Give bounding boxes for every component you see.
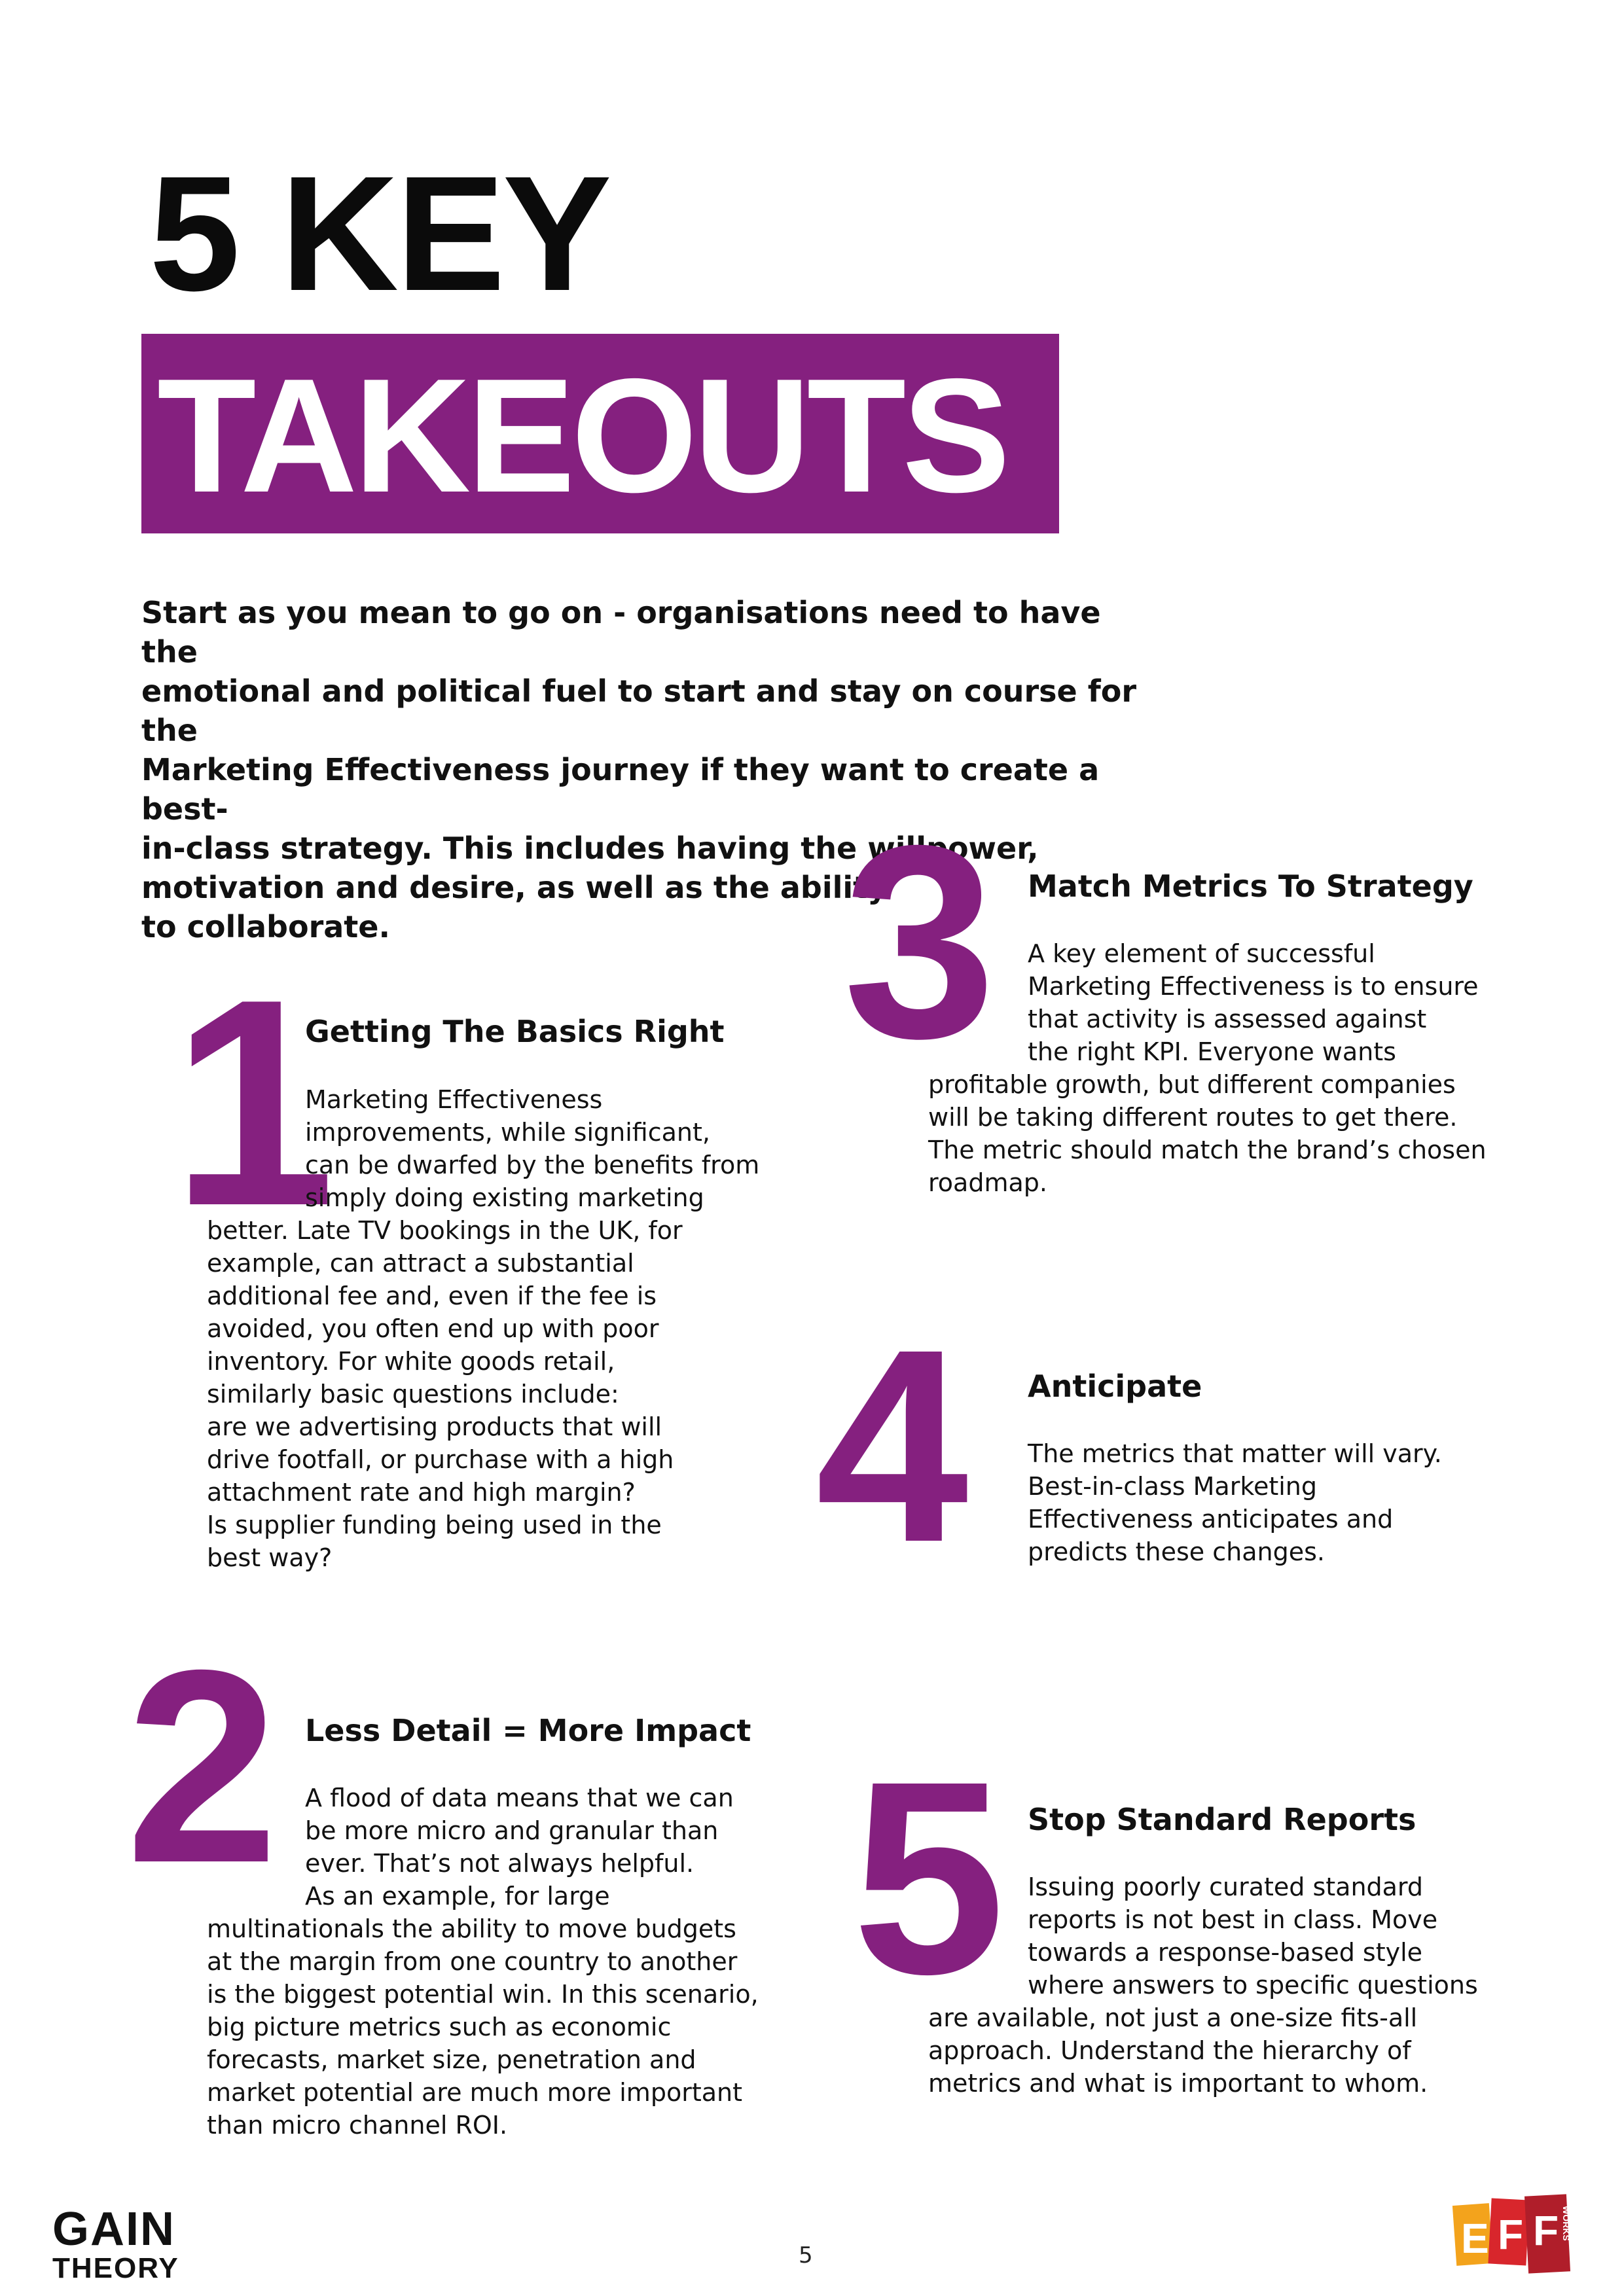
takeout-line: The metrics that matter will vary.: [1028, 1439, 1442, 1468]
takeout-line: ever. That’s not always helpful.: [305, 1849, 695, 1878]
takeout-line: best way?: [207, 1543, 333, 1572]
title-line-2: TAKEOUTS: [157, 344, 1007, 526]
intro-line: emotional and political fuel to start and stay on course for the: [141, 673, 1137, 748]
takeout-line: better. Late TV bookings in the UK, for: [207, 1216, 683, 1245]
takeout-body-indented: [305, 1083, 759, 1214]
takeout-line: are available, not just a one-size fits-all: [928, 2003, 1418, 2032]
takeout-line: market potential are much more important: [207, 2078, 742, 2107]
takeout-body-indented: [1028, 937, 1479, 1068]
takeout-line: towards a response-based style: [1028, 1938, 1423, 1967]
takeout-number: 3: [843, 789, 996, 1096]
takeout-line: Effectiveness anticipates and: [1028, 1505, 1394, 1534]
takeout-line: Marketing Effectiveness: [305, 1085, 603, 1114]
takeout-line: A flood of data means that we can: [305, 1784, 734, 1812]
takeout-line: As an example, for large: [305, 1882, 610, 1910]
takeout-line: simply doing existing marketing: [305, 1183, 704, 1212]
takeout-line: Is supplier funding being used in the: [207, 1511, 662, 1539]
takeout-line: multinationals the ability to move budgets: [207, 1914, 736, 1943]
takeout-line: are we advertising products that will: [207, 1412, 662, 1441]
eff-works-logo: [1452, 2193, 1583, 2278]
takeout-line: approach. Understand the hierarchy of: [928, 2036, 1411, 2065]
takeout-number: 4: [816, 1293, 969, 1600]
takeout-line: improvements, while significant,: [305, 1118, 710, 1147]
takeout-line: Best-in-class Marketing: [1028, 1472, 1318, 1501]
takeout-number: 5: [852, 1725, 1005, 2032]
takeout-title: Match Metrics To Strategy: [1028, 869, 1473, 904]
intro-line: motivation and desire, as well as the ability: [141, 870, 888, 905]
takeout-line: drive footfall, or purchase with a high: [207, 1445, 674, 1474]
intro-line: to collaborate.: [141, 909, 390, 944]
logo-letter-e: E: [1461, 2215, 1489, 2262]
takeout-line: that activity is assessed against: [1028, 1005, 1427, 1033]
intro-paragraph: [141, 593, 1163, 946]
takeout-title: Anticipate: [1028, 1369, 1202, 1404]
takeout-line: roadmap.: [928, 1168, 1047, 1197]
takeout-line: can be dwarfed by the benefits from: [305, 1151, 760, 1179]
intro-line: in-class strategy. This includes having the willpower,: [141, 831, 1039, 866]
takeout-line: predicts these changes.: [1028, 1537, 1325, 1566]
takeout-line: big picture metrics such as economic: [207, 2013, 672, 2041]
takeout-line: A key element of successful: [1028, 939, 1375, 968]
takeout-body: [928, 1068, 1487, 1199]
intro-line: Start as you mean to go on - organisations need to have the: [141, 595, 1101, 670]
intro-line: Marketing Effectiveness journey if they want to create a best-: [141, 752, 1100, 827]
logo-letter-f2: F: [1533, 2207, 1559, 2254]
takeout-line: example, can attract a substantial: [207, 1249, 634, 1278]
title-line-1: 5 KEY: [149, 142, 609, 325]
takeout-line: Marketing Effectiveness is to ensure: [1028, 972, 1479, 1001]
takeout-number: 1: [171, 939, 329, 1267]
takeout-body: [1028, 1437, 1442, 1568]
takeout-body: [928, 2001, 1428, 2100]
logo-text-line-1: GAIN: [52, 2203, 175, 2255]
takeout-line: attachment rate and high margin?: [207, 1478, 636, 1507]
takeout-line: will be taking different routes to get there.: [928, 1103, 1458, 1132]
takeout-line: profitable growth, but different companies: [928, 1070, 1456, 1099]
page-number: 5: [799, 2242, 813, 2269]
takeout-line: than micro channel ROI.: [207, 2111, 508, 2140]
takeout-line: avoided, you often end up with poor: [207, 1314, 659, 1343]
logo-letter-f1: F: [1498, 2211, 1524, 2258]
takeout-title: Stop Standard Reports: [1028, 1802, 1416, 1837]
logo-works-text: WORKS: [1561, 2206, 1572, 2241]
gain-theory-logo: [52, 2203, 179, 2284]
takeout-line: where answers to specific questions: [1028, 1971, 1478, 2000]
takeout-line: Issuing poorly curated standard: [1028, 1873, 1424, 1901]
logo-text-line-2: THEORY: [52, 2252, 179, 2284]
takeout-body-indented: [305, 1782, 734, 1912]
takeout-line: reports is not best in class. Move: [1028, 1905, 1438, 1934]
takeout-body: [207, 1214, 683, 1574]
takeout-body-indented: [1028, 1871, 1478, 2001]
takeout-line: the right KPI. Everyone wants: [1028, 1037, 1396, 1066]
takeout-line: additional fee and, even if the fee is: [207, 1282, 657, 1310]
takeout-line: metrics and what is important to whom.: [928, 2069, 1428, 2098]
takeout-number: 2: [126, 1613, 279, 1920]
takeout-body: [207, 1912, 759, 2142]
takeout-title: Getting The Basics Right: [305, 1014, 725, 1049]
takeout-line: is the biggest potential win. In this scenario,: [207, 1980, 759, 2009]
takeout-line: similarly basic questions include:: [207, 1380, 619, 1408]
takeout-line: at the margin from one country to another: [207, 1947, 738, 1976]
eff-works-logo-mark: [1452, 2193, 1583, 2278]
takeout-line: forecasts, market size, penetration and: [207, 2045, 696, 2074]
takeout-line: The metric should match the brand’s chosen: [928, 1136, 1487, 1164]
takeout-line: inventory. For white goods retail,: [207, 1347, 615, 1376]
takeout-title: Less Detail = More Impact: [305, 1713, 751, 1748]
takeout-line: be more micro and granular than: [305, 1816, 719, 1845]
